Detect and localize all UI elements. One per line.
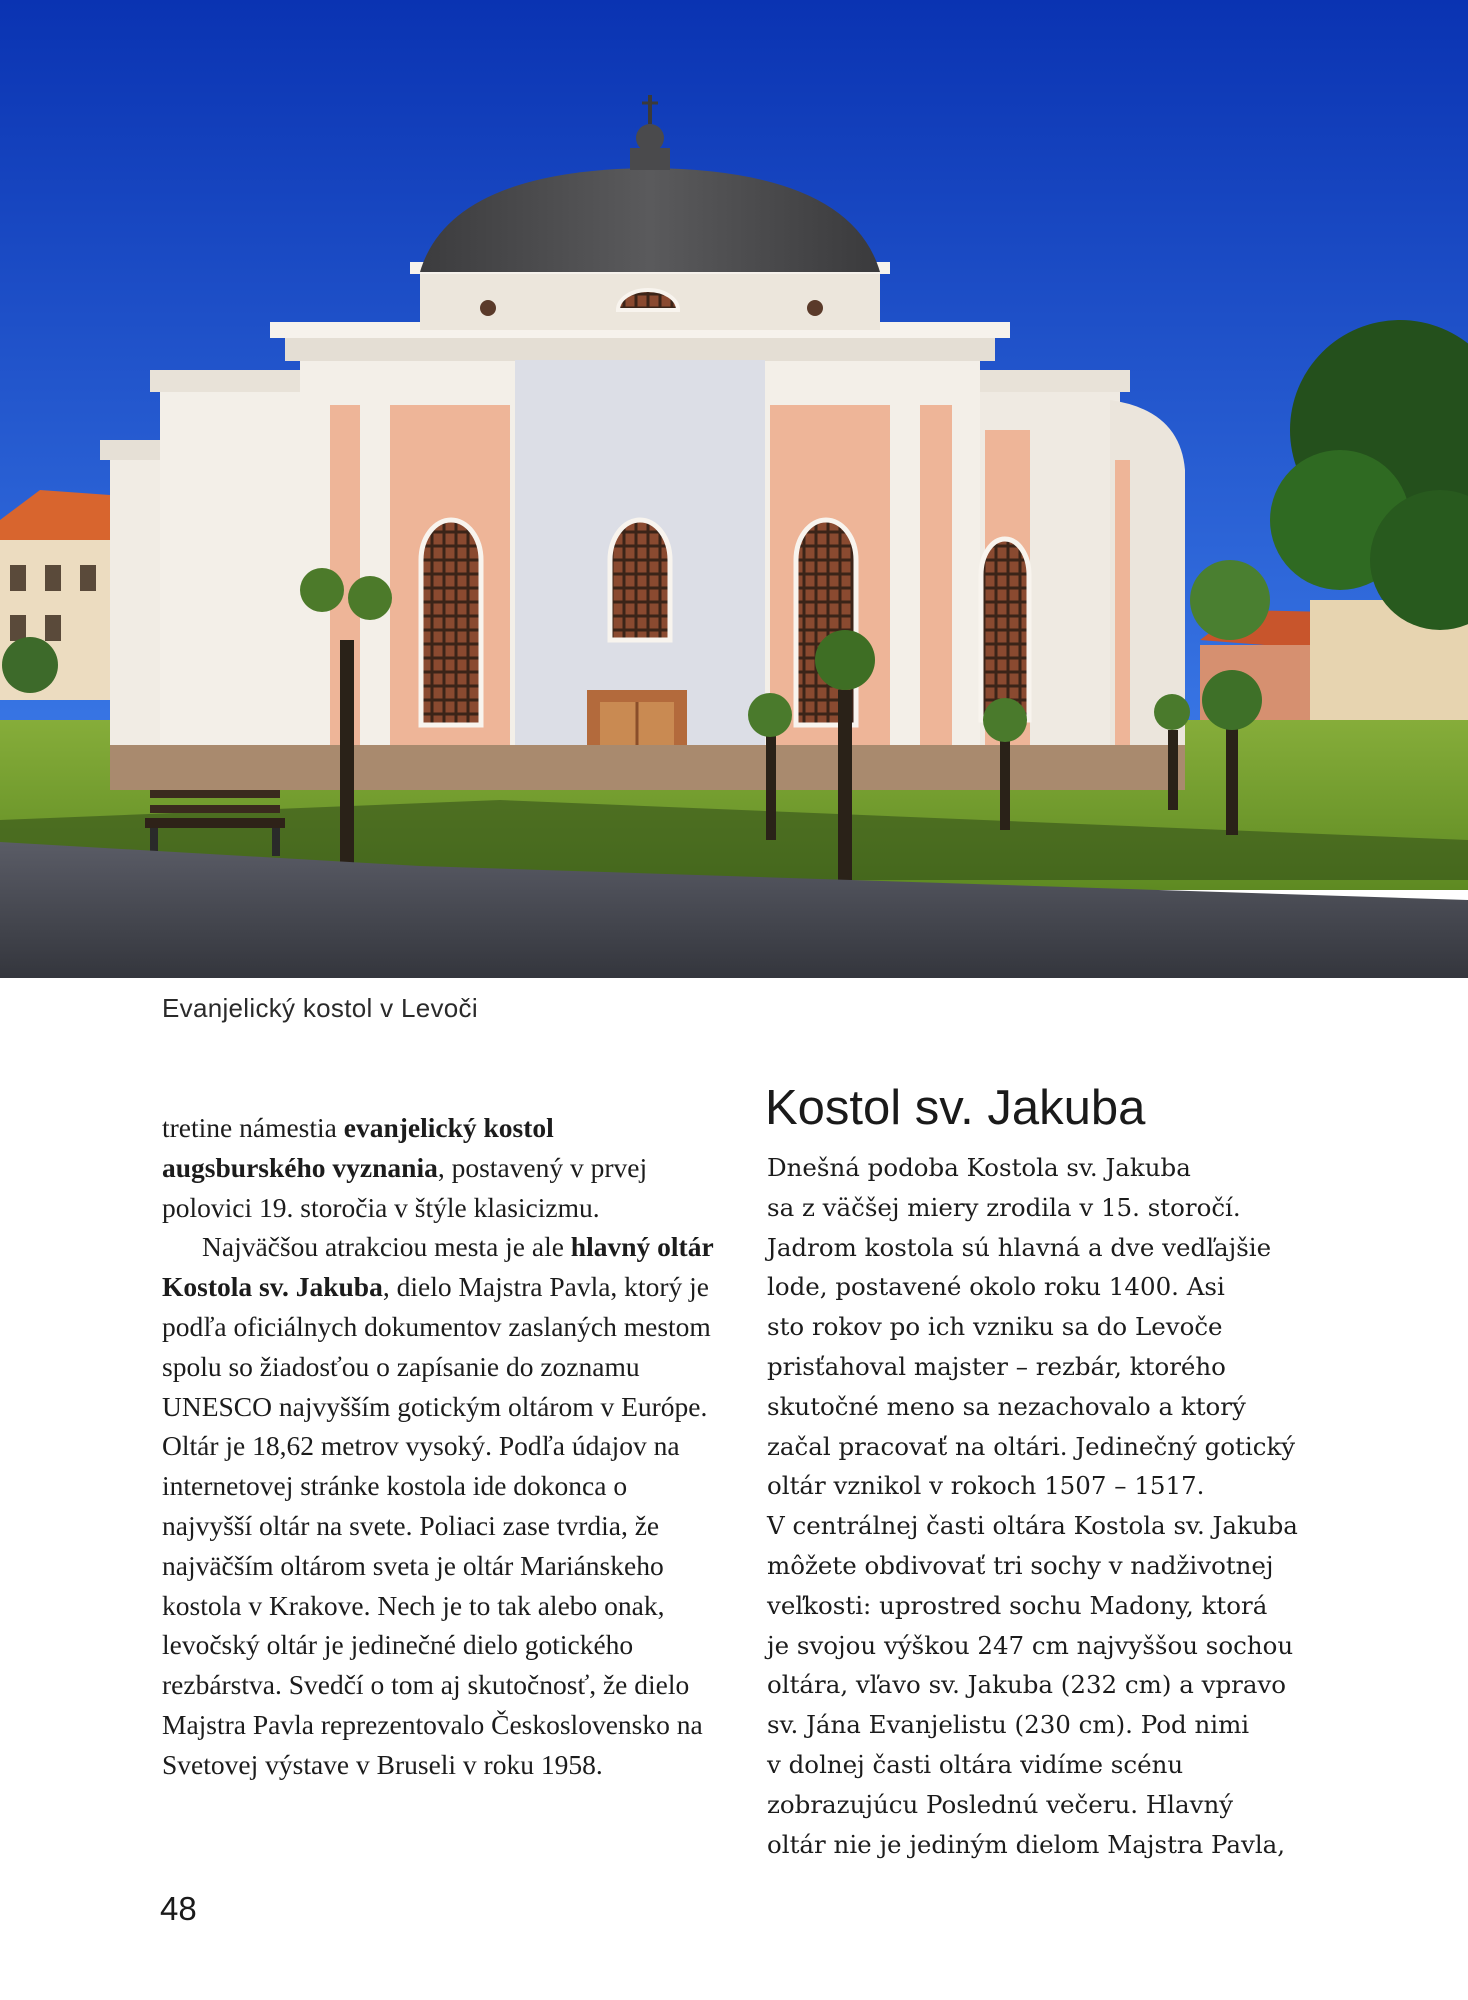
- p1-text-start: tretine námestia: [162, 1112, 344, 1143]
- text-line: veľkosti: uprostred sochu Madony, ktorá: [767, 1590, 1268, 1620]
- right-paragraph: [767, 1148, 1327, 1864]
- text-line: oltár nie je jediným dielom Majstra Pavla,: [767, 1829, 1286, 1859]
- right-column: [767, 1148, 1327, 1864]
- text-line: je svojou výškou 247 cm najvyššou sochou: [767, 1630, 1294, 1660]
- text-line: v dolnej časti oltára vidíme scénu: [767, 1749, 1184, 1779]
- text-line: Jadrom kostola sú hlavná a dve vedľajšie: [767, 1232, 1272, 1262]
- text-line: lode, postavené okolo roku 1400. Asi: [767, 1272, 1225, 1302]
- text-line: sa z väčšej miery zrodila v 15. storočí.: [767, 1192, 1241, 1222]
- text-line: môžete obdivovať tri sochy v nadživotnej: [767, 1550, 1274, 1580]
- text-line: oltára, vľavo sv. Jakuba (232 cm) a vpravo: [767, 1670, 1287, 1700]
- paragraph-2: [162, 1227, 722, 1784]
- text-line: začal pracovať na oltári. Jedinečný gotický: [767, 1431, 1296, 1461]
- left-houses: [0, 490, 115, 700]
- text-line: oltár vznikol v rokoch 1507 – 1517.: [767, 1471, 1205, 1501]
- photo-caption: Evanjelický kostol v Levoči: [162, 993, 478, 1023]
- left-column: [162, 1108, 722, 1785]
- text-line: skutočné meno sa nezachovalo a ktorý: [767, 1391, 1246, 1421]
- p2-text-start: Najväčšou atrakciou mesta je ale: [202, 1231, 571, 1263]
- paragraph-1: [162, 1108, 722, 1227]
- page-number: 48: [160, 1890, 197, 1927]
- text-line: zobrazujúcu Poslednú večeru. Hlavný: [767, 1789, 1234, 1819]
- text-line: Dnešná podoba Kostola sv. Jakuba: [767, 1153, 1191, 1182]
- section-heading: Kostol sv. Jakuba: [765, 1081, 1146, 1135]
- text-line: V centrálnej časti oltára Kostola sv. Jakuba: [767, 1511, 1298, 1541]
- text-line: prisťahoval majster – rezbár, ktorého: [767, 1351, 1226, 1381]
- p2-bold-text: hlavný oltár Kostola sv. Jakuba: [162, 1231, 714, 1303]
- church-photo: [0, 0, 1468, 978]
- p1-bold-text: evanjelický kostol augsburského vyznania: [162, 1112, 554, 1183]
- p2-text-end: , dielo Majstra Pavla, ktorý je podľa oficiálnych dokumentov zaslaných mestom spolu so žiadosťou o zapísanie do zoznamu UNESCO najvyšším gotickým oltárom v Európe. Oltár je 18,62 metrov vysoký. Podľa údajov na internetovej stránke kostola ide dokonca o najvyšší oltár na svete. Poliaci zase tvrdia, že najväčším oltárom sveta je oltár Mariánskeho kostola v Krakove. Nech je to tak alebo onak, levočský oltár je jedinečné dielo gotického rezbárstva. Svedčí o tom aj skutočnosť, že dielo Majstra Pavla reprezentovalo Československo na Svetovej výstave v Bruseli v roku 1958.: [162, 1271, 711, 1780]
- text-line: sto rokov po ich vzniku sa do Levoče: [767, 1312, 1223, 1342]
- p1-text-end: , postavený v prvej polovici 19. storočia v štýle klasicizmu.: [162, 1151, 648, 1223]
- text-line: sv. Jána Evanjelistu (230 cm). Pod nimi: [767, 1710, 1250, 1740]
